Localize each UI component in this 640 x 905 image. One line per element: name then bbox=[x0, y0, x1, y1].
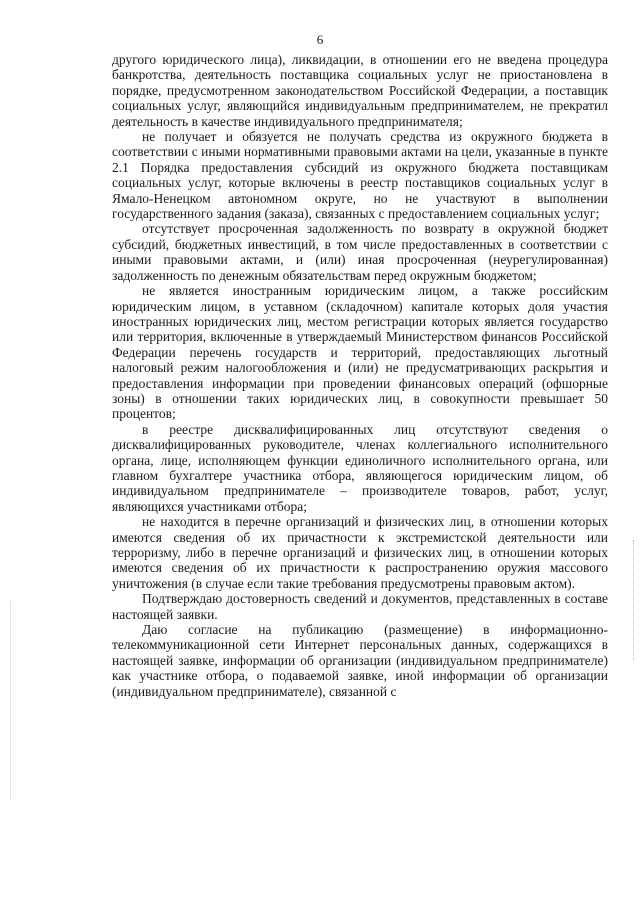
scan-edge-mark-left bbox=[10, 600, 12, 800]
paragraph-2: не получает и обязуется не получать средства из окружного бюджета в соответствии с иными нормативными правовыми актами на цели, указанные в пункте 2.1 Порядка предоставления субсидий из окружного бюджета поставщикам социальных услуг, которые включены в реестр поставщиков социальных услуг в Ямало-Ненецком автономном округе, но не участвуют в выполнении государственного задания (заказа), связанных с предоставлением социальных услуг; bbox=[112, 129, 608, 222]
scan-edge-mark-right bbox=[632, 540, 634, 660]
paragraph-4: не является иностранным юридическим лицом, а также российским юридическим лицом, в уставном (складочном) капитале которых доля участия иностранных юридических лиц, местом регистрации которых является государство или территория, включенные в утверждаемый Министерством финансов Российской Федерации перечень государств и территорий, предоставляющих льготный налоговый режим налогообложения и (или) не предусматривающих раскрытия и предоставления информации при проведении финансовых операций (офшорные зоны) в отношении таких юридических лиц, в совокупности превышает 50 процентов; bbox=[112, 283, 608, 422]
paragraph-8: Даю согласие на публикацию (размещение) в информационно-телекоммуникационной сети Интернет персональных данных, содержащихся в настоящей заявке, информации об организации (индивидуальном предпринимателе) как участнике отбора, о подаваемой заявке, иной информации об организации (индивидуальном предпринимателе), связанной с bbox=[112, 622, 608, 699]
paragraph-6: не находится в перечне организаций и физических лиц, в отношении которых имеются сведения об их причастности к экстремистской деятельности или терроризму, либо в перечне организаций и физических лиц, в отношении которых имеются сведения об их причастности к распространению оружия массового уничтожения (в случае если такие требования предусмотрены правовым актом). bbox=[112, 514, 608, 591]
paragraph-7: Подтверждаю достоверность сведений и документов, представленных в составе настоящей заявки. bbox=[112, 591, 608, 622]
paragraph-5: в реестре дисквалифицированных лиц отсутствуют сведения о дисквалифицированных руководителе, членах коллегиального исполнительного органа, лице, исполняющем функции единоличного исполнительного органа, или главном бухгалтере участника отбора, являющегося юридическим лицом, об индивидуальном предпринимателе – производителе товаров, работ, услуг, являющихся участниками отбора; bbox=[112, 421, 608, 514]
paragraph-1: другого юридического лица), ликвидации, в отношении его не введена процедура банкротства, деятельность поставщика социальных услуг не приостановлена в порядке, предусмотренном законодательством Российской Федерации, а поставщик социальных услуг, являющийся индивидуальным предпринимателем, не прекратил деятельность в качестве индивидуального предпринимателя; bbox=[112, 52, 608, 129]
document-body bbox=[112, 52, 608, 699]
paragraph-3: отсутствует просроченная задолженность по возврату в окружной бюджет субсидий, бюджетных инвестиций, в том числе предоставленных в соответствии с иными правовыми актами, и (или) иная просроченная (неурегулированная) задолженность по денежным обязательствам перед окружным бюджетом; bbox=[112, 221, 608, 283]
page-number: 6 bbox=[316, 32, 324, 47]
